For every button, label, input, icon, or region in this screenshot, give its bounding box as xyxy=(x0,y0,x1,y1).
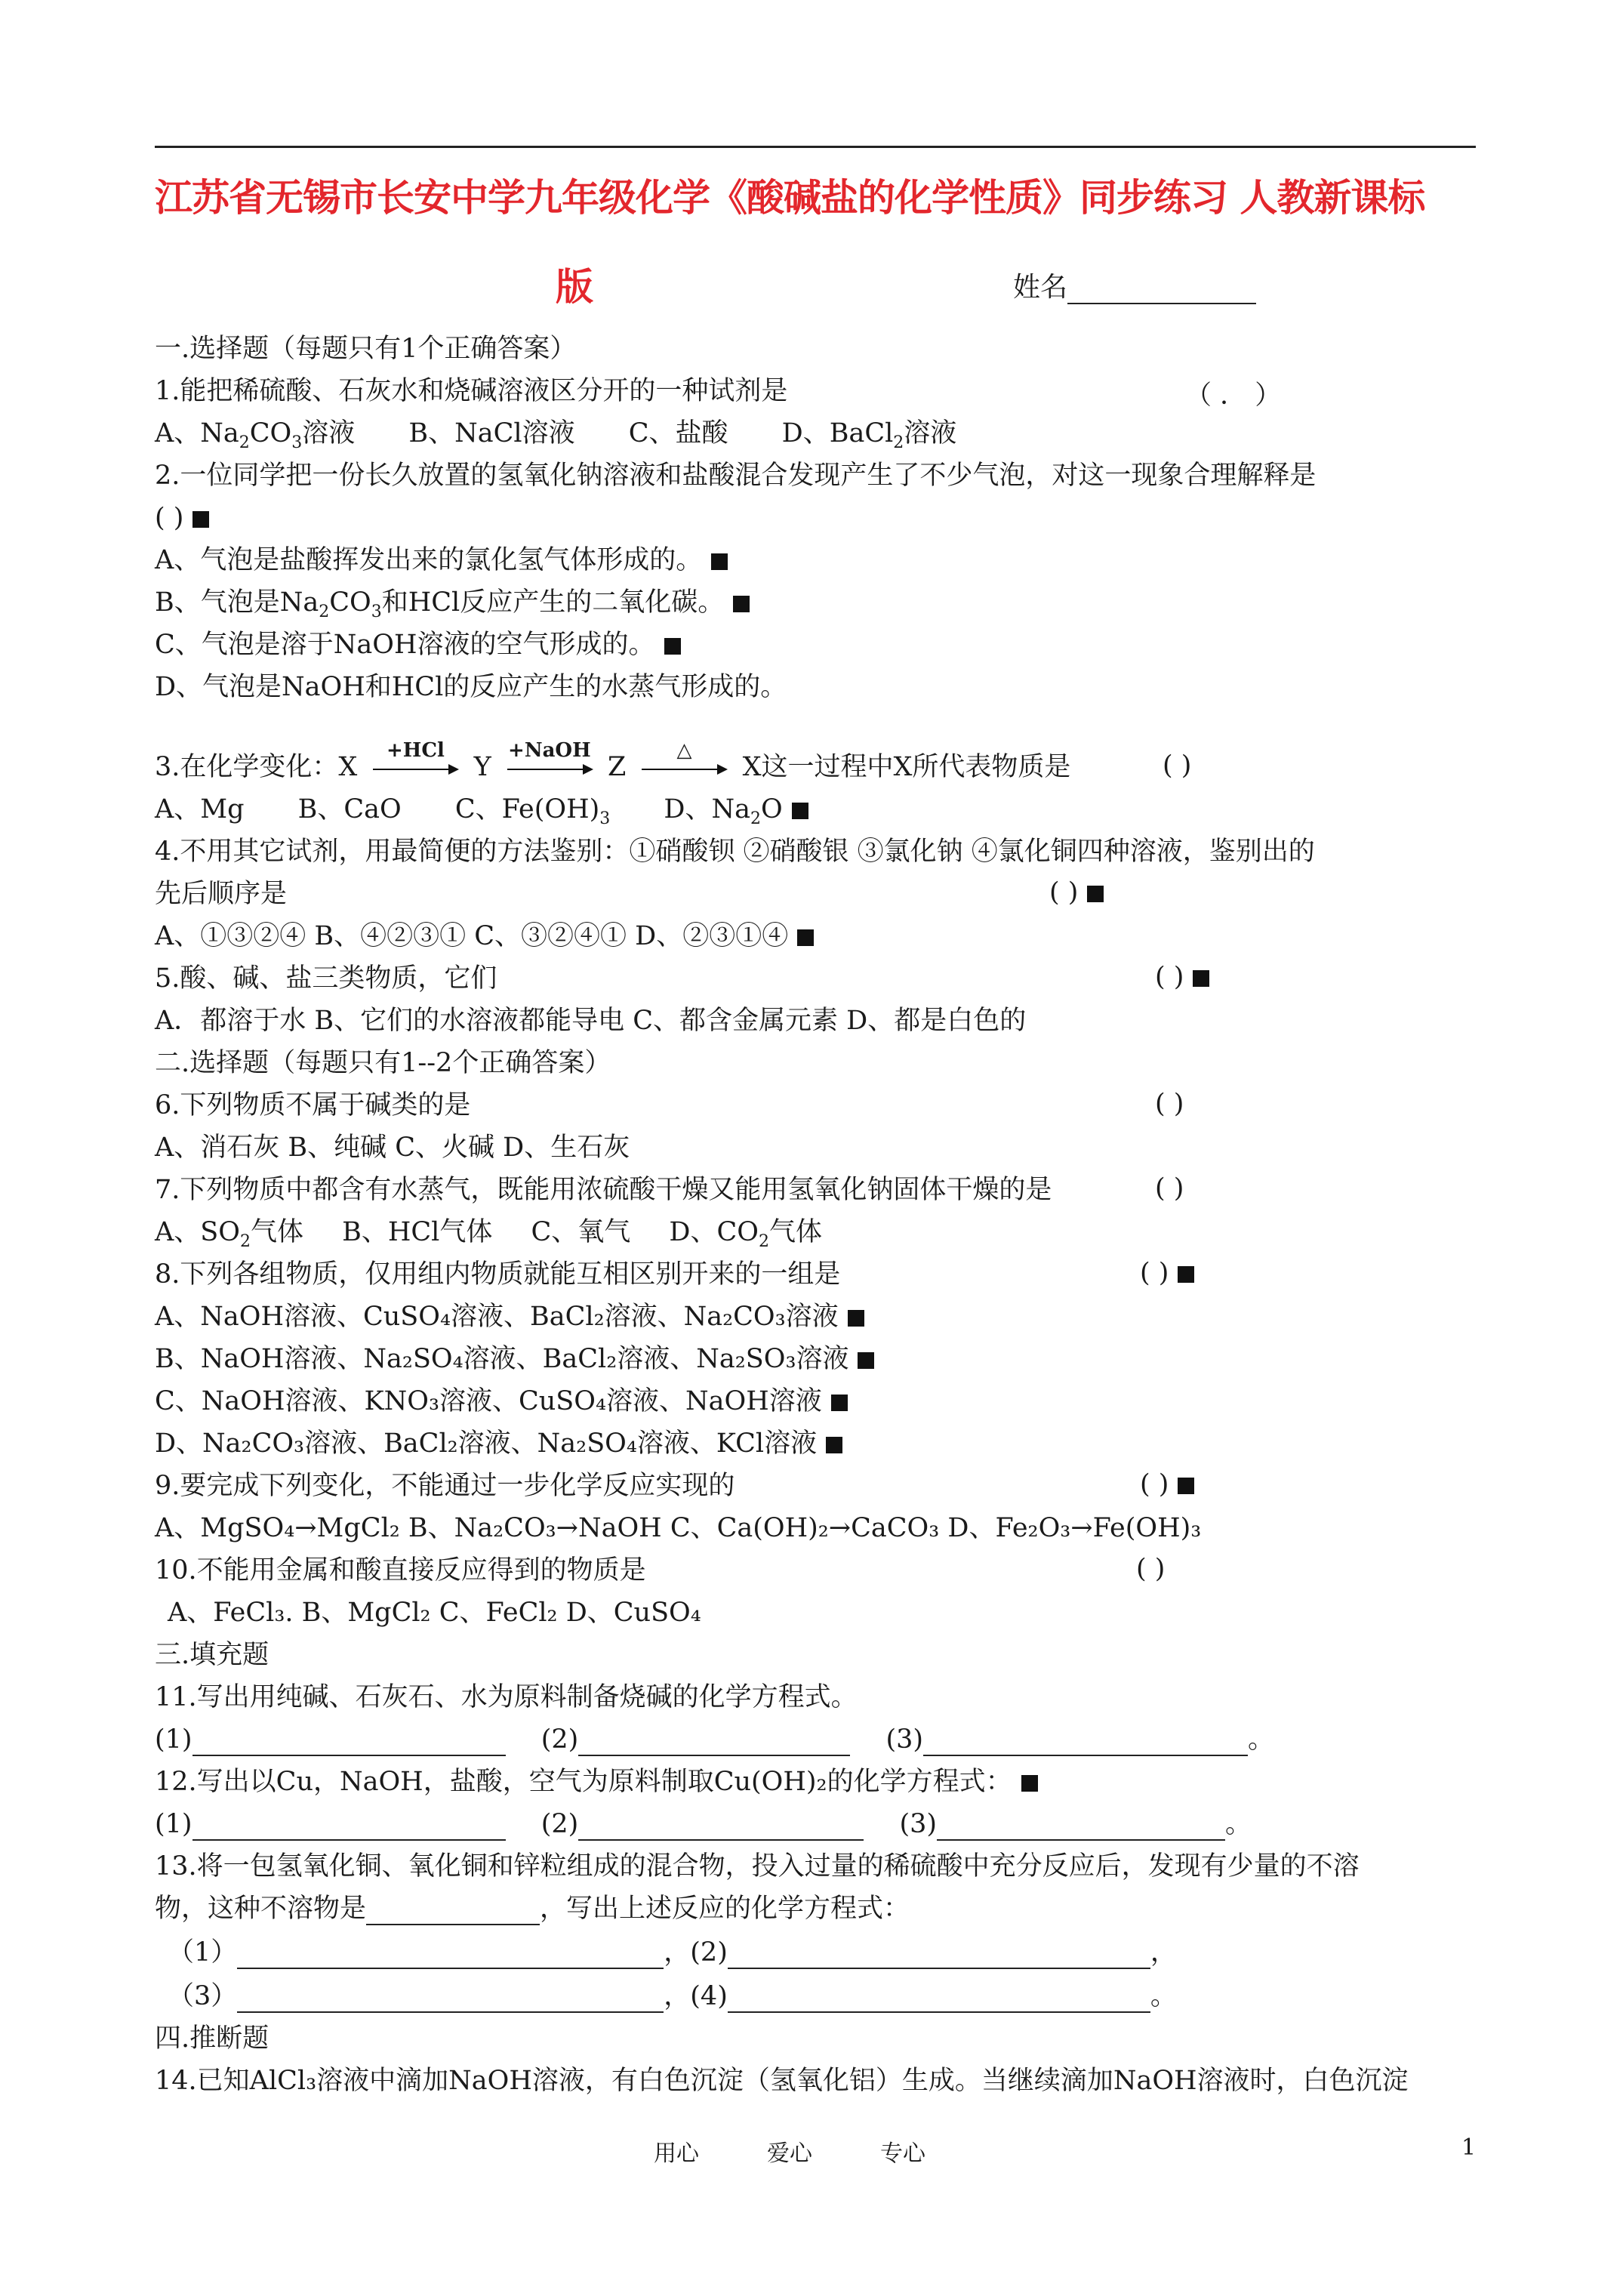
answer-blank[interactable] xyxy=(923,1729,1248,1756)
q11-stem: 11.写出用纯碱、石灰石、水为原料制备烧碱的化学方程式。 xyxy=(155,1682,858,1712)
q12-blanks: (1) (2) (3) 。 xyxy=(155,1809,1252,1839)
q10-stem: 10.不能用金属和酸直接反应得到的物质是 xyxy=(155,1555,646,1586)
answer-blank[interactable] xyxy=(937,1814,1225,1841)
q4-answer-paren[interactable]: ( ) xyxy=(1049,877,1104,908)
q7-answer-paren[interactable]: ( ) xyxy=(1155,1173,1184,1203)
answer-blank[interactable] xyxy=(192,1729,506,1756)
name-field: 姓名 xyxy=(1013,266,1256,304)
page-number: 1 xyxy=(1461,2134,1477,2161)
marker-square-icon xyxy=(831,1395,848,1411)
q9-stem: 9.要完成下列变化，不能通过一步化学反应实现的 xyxy=(155,1471,735,1501)
q12-stem: 12.写出以Cu，NaOH，盐酸，空气为原料制取Cu(OH)₂的化学方程式： xyxy=(155,1765,1038,1798)
marker-square-icon xyxy=(664,638,681,655)
marker-square-icon xyxy=(1021,1775,1038,1792)
q2-option-c: C、气泡是溶于NaOH溶液的空气形成的。 xyxy=(155,628,681,661)
section-1-heading: 一.选择题（每题只有1个正确答案） xyxy=(155,334,577,364)
answer-blank[interactable] xyxy=(578,1814,864,1841)
q3-stem: 3.在化学变化：X +HCl Y +NaOH Z △ X这一过程中X所代表物质是 xyxy=(155,739,1071,782)
marker-square-icon xyxy=(1178,1266,1194,1283)
section-2-heading: 二.选择题（每题只有1--2个正确答案） xyxy=(155,1048,611,1078)
answer-blank[interactable] xyxy=(237,1942,664,1969)
q8-answer-paren[interactable]: ( ) xyxy=(1140,1258,1194,1288)
q3-options: A、Mg B、CaO C、$Fe(OH)_3$ D、$Na_2O$ xyxy=(155,793,808,826)
q9-answer-paren[interactable]: ( ) xyxy=(1140,1469,1194,1499)
marker-square-icon xyxy=(1193,970,1209,987)
q4-stem: 4.不用其它试剂，用最简便的方法鉴别：①硝酸钡 ②硝酸银 ③氯化钠 ④氯化铜四种溶液，鉴别出的 xyxy=(155,837,1315,867)
marker-square-icon xyxy=(848,1310,864,1327)
q4-stem-cont: 先后顺序是 xyxy=(155,879,288,909)
marker-square-icon xyxy=(192,511,209,528)
marker-square-icon xyxy=(711,553,728,570)
answer-blank[interactable] xyxy=(237,1986,664,2013)
q5-answer-paren[interactable]: ( ) xyxy=(1155,962,1209,992)
arrow-heat: △ xyxy=(639,750,729,784)
q2-paren[interactable]: ( ) xyxy=(155,501,209,535)
marker-square-icon xyxy=(797,929,814,946)
q13-blanks-2: （3） ，(4) 。 xyxy=(168,1981,1177,2011)
q5-stem: 5.酸、碱、盐三类物质，它们 xyxy=(155,963,497,994)
q6-answer-paren[interactable]: ( ) xyxy=(1155,1089,1184,1119)
q10-answer-paren[interactable]: ( ) xyxy=(1136,1554,1166,1584)
marker-square-icon xyxy=(792,803,808,819)
marker-square-icon xyxy=(1087,886,1104,902)
section-3-heading: 三.填充题 xyxy=(155,1640,269,1670)
footer-motto-3: 专心 xyxy=(880,2140,925,2167)
document-title: 江苏省无锡市长安中学九年级化学《酸碱盐的化学性质》同步练习 人教新课标 xyxy=(155,175,1425,220)
q9-options: A、MgSO₄→MgCl₂ B、Na₂CO₃→NaOH C、Ca(OH)₂→CaCO₃ D、Fe₂O₃→Fe(OH)₃ xyxy=(155,1513,1202,1543)
answer-blank[interactable] xyxy=(728,1986,1150,2013)
document-title-cont: 版 xyxy=(556,264,593,309)
q2-option-a: A、气泡是盐酸挥发出来的氯化氢气体形成的。 xyxy=(155,544,728,577)
answer-blank[interactable] xyxy=(578,1729,850,1756)
q3-answer-paren[interactable]: ( ) xyxy=(1163,750,1192,781)
name-blank[interactable] xyxy=(1067,274,1256,304)
answer-blank[interactable] xyxy=(192,1814,506,1841)
q14-stem: 14.已知AlCl₃溶液中滴加NaOH溶液，有白色沉淀（氢氧化铝）生成。当继续滴加NaOH溶液时，白色沉淀 xyxy=(155,2066,1409,2096)
q1-stem: 1.能把稀硫酸、石灰水和烧碱溶液区分开的一种试剂是 xyxy=(155,376,788,406)
marker-square-icon xyxy=(826,1437,842,1453)
q11-blanks: (1) (2) (3) 。 xyxy=(155,1724,1275,1755)
q10-options: A、FeCl₃. B、MgCl₂ C、FeCl₂ D、CuSO₄ xyxy=(168,1598,701,1628)
footer-motto-2: 爱心 xyxy=(767,2140,812,2167)
marker-square-icon xyxy=(733,596,750,612)
q8-option-a: A、NaOH溶液、CuSO₄溶液、BaCl₂溶液、Na₂CO₃溶液 xyxy=(155,1300,864,1333)
q8-option-d: D、Na₂CO₃溶液、BaCl₂溶液、Na₂SO₄溶液、KCl溶液 xyxy=(155,1427,842,1460)
q1-options: A、$Na_2CO_3$溶液 B、NaCl溶液 C、盐酸 D、BaCl$_2$溶液 xyxy=(155,418,957,452)
footer-motto-1: 用心 xyxy=(654,2140,699,2167)
q8-stem: 8.下列各组物质，仅用组内物质就能互相区别开来的一组是 xyxy=(155,1259,841,1290)
marker-square-icon xyxy=(1178,1478,1194,1494)
q2-stem: 2.一位同学把一份长久放置的氢氧化钠溶液和盐酸混合发现产生了不少气泡，对这一现象合理解释是 xyxy=(155,461,1317,491)
header-rule xyxy=(155,146,1476,148)
q1-answer-paren[interactable]: （ ． ） xyxy=(1185,381,1282,411)
q2-option-d: D、气泡是NaOH和HCl的反应产生的水蒸气形成的。 xyxy=(155,672,787,702)
q8-option-c: C、NaOH溶液、KNO₃溶液、CuSO₄溶液、NaOH溶液 xyxy=(155,1385,848,1418)
q4-options: A、①③②④ B、④②③① C、③②④① D、②③①④ xyxy=(155,920,814,953)
q6-stem: 6.下列物质不属于碱类的是 xyxy=(155,1090,471,1120)
answer-blank[interactable] xyxy=(728,1942,1150,1969)
q7-stem: 7.下列物质中都含有水蒸气，既能用浓硫酸干燥又能用氢氧化钠固体干燥的是 xyxy=(155,1175,1052,1205)
q8-option-b: B、NaOH溶液、Na₂SO₄溶液、BaCl₂溶液、Na₂SO₃溶液 xyxy=(155,1342,874,1376)
answer-blank[interactable] xyxy=(366,1898,540,1925)
q13-stem-cont: 物，这种不溶物是 ，写出上述反应的化学方程式： xyxy=(155,1894,910,1924)
marker-square-icon xyxy=(858,1352,874,1369)
q2-option-b: B、气泡是$Na_2CO_3$和HCl反应产生的二氧化碳。 xyxy=(155,586,750,619)
arrow-hcl: +HCl xyxy=(370,750,460,784)
q13-stem: 13.将一包氢氧化铜、氧化铜和锌粒组成的混合物，投入过量的稀硫酸中充分反应后，发现有少量的不溶 xyxy=(155,1851,1360,1881)
section-4-heading: 四.推断题 xyxy=(155,2023,269,2054)
q13-blanks-1: （1） ，(2) ， xyxy=(168,1937,1177,1968)
q7-options: A、$SO_2$气体 B、HCl气体 C、氧气 D、$CO_2$气体 xyxy=(155,1217,822,1251)
q6-options: A、消石灰 B、纯碱 C、火碱 D、生石灰 xyxy=(155,1133,630,1163)
arrow-naoh: +NaOH xyxy=(504,750,595,784)
q5-options: A．都溶于水 B、它们的水溶液都能导电 C、都含金属元素 D、都是白色的 xyxy=(155,1006,1027,1036)
